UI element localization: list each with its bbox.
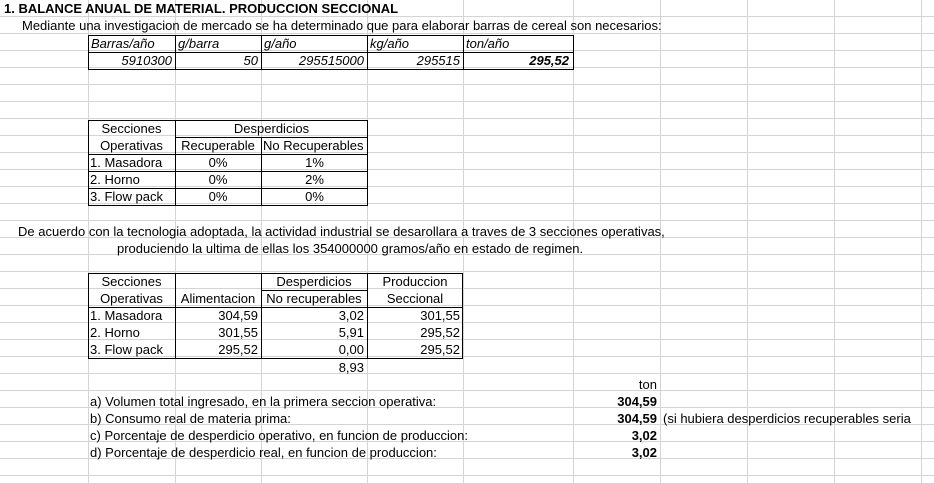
header-secciones[interactable]: Secciones — [101, 274, 162, 289]
cell-norec-horno[interactable]: 2% — [305, 172, 324, 187]
grid-column-line — [88, 0, 89, 483]
paragraph-line-1[interactable]: De acuerdo con la tecnologia adoptada, la actividad industrial se desarollara a traves de 3 secciones operativas, — [18, 224, 665, 239]
result-value-b[interactable]: 304,59 — [617, 411, 657, 426]
result-value-c[interactable]: 3,02 — [631, 428, 657, 443]
cell-total-desperdicios[interactable]: 8,93 — [338, 360, 364, 375]
cell-rec-masadora[interactable]: 0% — [208, 155, 228, 170]
row-name-horno[interactable]: 2. Horno — [90, 172, 140, 187]
row-name-horno[interactable]: 2. Horno — [90, 325, 140, 340]
cell-prod-flow-pack[interactable]: 295,52 — [420, 342, 460, 357]
sheet-title[interactable]: 1. BALANCE ANUAL DE MATERIAL. PRODUCCION SECCIONAL — [4, 1, 399, 16]
header-ton-ano[interactable]: ton/año — [466, 36, 510, 51]
cell-rec-horno[interactable]: 0% — [208, 172, 228, 187]
intro-text[interactable]: Mediante una investigacion de mercado se ha determinado que para elaborar barras de cereal son necesarios: — [22, 18, 662, 33]
row-name-flow-pack[interactable]: 3. Flow pack — [90, 342, 163, 357]
cell-desp-horno[interactable]: 5,91 — [338, 325, 364, 340]
header-g-ano[interactable]: g/año — [264, 36, 297, 51]
header-produccion[interactable]: Produccion — [382, 274, 448, 289]
header-secciones[interactable]: Secciones — [101, 121, 162, 136]
grid-column-line — [921, 0, 922, 483]
result-label-c[interactable]: c) Porcentaje de desperdicio operativo, en funcion de produccion: — [90, 428, 468, 443]
cell-desp-masadora[interactable]: 3,02 — [338, 308, 364, 323]
result-label-a[interactable]: a) Volumen total ingresado, en la primera seccion operativa: — [90, 394, 437, 409]
result-value-a[interactable]: 304,59 — [617, 394, 657, 409]
cell-prod-masadora[interactable]: 301,55 — [420, 308, 460, 323]
cell-norec-masadora[interactable]: 1% — [305, 155, 324, 170]
row-name-flow-pack[interactable]: 3. Flow pack — [90, 189, 163, 204]
results-unit[interactable]: ton — [638, 377, 657, 392]
header-recuperable[interactable]: Recuperable — [181, 138, 255, 153]
row-name-masadora[interactable]: 1. Masadora — [90, 308, 163, 323]
cell-barras-ano[interactable]: 5910300 — [121, 53, 172, 68]
header-kg-ano[interactable]: kg/año — [370, 36, 410, 51]
cell-norec-flow-pack[interactable]: 0% — [305, 189, 324, 204]
cell-alim-flow-pack[interactable]: 295,52 — [218, 342, 258, 357]
result-value-d[interactable]: 3,02 — [631, 445, 657, 460]
cell-desp-flow-pack[interactable]: 0,00 — [338, 342, 364, 357]
result-label-b[interactable]: b) Consumo real de materia prima: — [90, 411, 291, 426]
header-alimentacion[interactable]: Alimentacion — [180, 291, 256, 306]
header-no-recuperables[interactable]: No Recuperables — [263, 138, 364, 153]
paragraph-line-2[interactable]: produciendo la ultima de ellas los 354000000 gramos/año en estado de regimen. — [117, 241, 584, 256]
header-no-recuperables[interactable]: No recuperables — [266, 291, 362, 306]
cell-alim-horno[interactable]: 301,55 — [218, 325, 258, 340]
header-desperdicios[interactable]: Desperdicios — [233, 121, 310, 136]
cell-rec-flow-pack[interactable]: 0% — [208, 189, 228, 204]
cell-kg-ano[interactable]: 295515 — [416, 53, 460, 68]
cell-g-ano[interactable]: 295515000 — [298, 53, 364, 68]
cell-prod-horno[interactable]: 295,52 — [420, 325, 460, 340]
cell-g-barra[interactable]: 50 — [243, 53, 258, 68]
cell-ton-ano[interactable]: 295,52 — [529, 53, 569, 68]
header-operativas[interactable]: Operativas — [100, 291, 163, 306]
cell-alim-masadora[interactable]: 304,59 — [218, 308, 258, 323]
result-label-d[interactable]: d) Porcentaje de desperdicio real, en funcion de produccion: — [90, 445, 437, 460]
header-seccional[interactable]: Seccional — [386, 291, 444, 306]
row-name-masadora[interactable]: 1. Masadora — [90, 155, 163, 170]
header-operativas[interactable]: Operativas — [100, 138, 163, 153]
header-barras-ano[interactable]: Barras/año — [91, 36, 155, 51]
result-note-b[interactable]: (si hubiera desperdicios recuperables seria — [663, 411, 911, 426]
header-desperdicios[interactable]: Desperdicios — [276, 274, 352, 289]
grid-column-line — [660, 0, 661, 483]
header-g-barra[interactable]: g/barra — [178, 36, 220, 51]
